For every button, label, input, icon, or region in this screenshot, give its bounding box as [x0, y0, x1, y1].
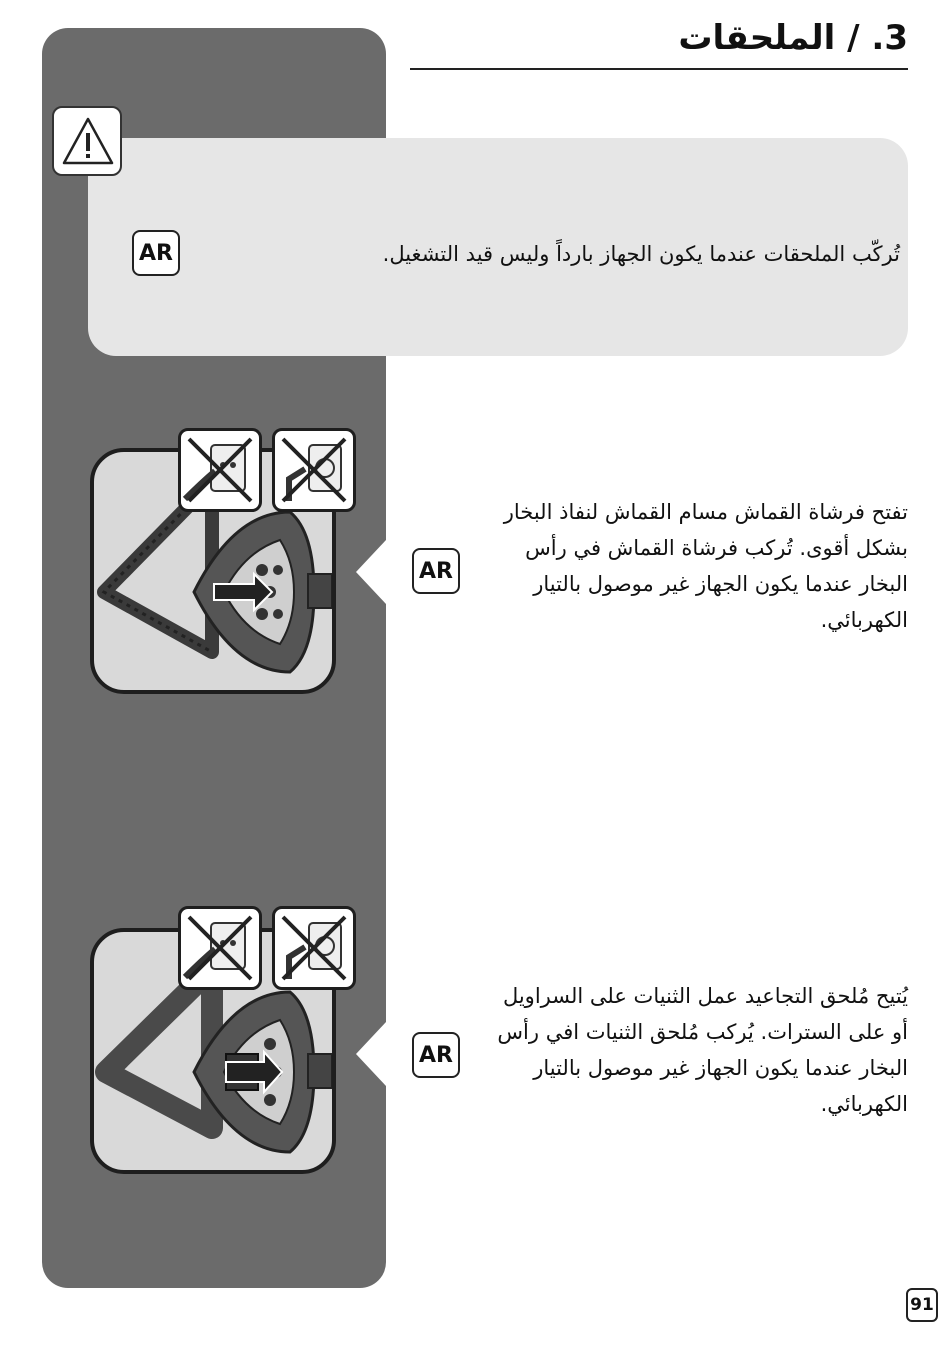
language-badge: AR	[412, 548, 460, 594]
warning-text: تُركّب الملحقات عندما يكون الجهاز بارداً وليس قيد التشغيل.	[382, 242, 900, 266]
no-plugged-socket-icon	[178, 428, 262, 512]
section-text	[448, 494, 908, 638]
page-number: 91	[906, 1288, 938, 1322]
language-badge: AR	[412, 1032, 460, 1078]
section-text	[448, 978, 908, 1122]
text-line: يُتيح مُلحق التجاعيد عمل الثنيات على السراويل	[502, 984, 908, 1008]
no-plugged-socket-icon	[272, 428, 356, 512]
language-badge: AR	[132, 230, 180, 276]
no-plugged-socket-icon	[178, 906, 262, 990]
title-underline	[410, 68, 908, 70]
pointer-notch	[356, 1022, 386, 1086]
text-line: الكهربائي.	[820, 1092, 908, 1116]
text-line: تفتح فرشاة القماش مسام القماش لنفاذ البخار	[503, 500, 908, 524]
text-line: الكهربائي.	[820, 608, 908, 632]
no-plugged-socket-icon	[272, 906, 356, 990]
pointer-notch	[356, 540, 386, 604]
warning-triangle-icon	[52, 106, 122, 176]
text-line: البخار عندما يكون الجهاز غير موصول بالتيار	[533, 1056, 908, 1080]
text-line: البخار عندما يكون الجهاز غير موصول بالتيار	[533, 572, 908, 596]
page-title: 3. / الملحقات	[678, 18, 908, 58]
text-line: أو على السترات. يُركب مُلحق الثنيات افي رأس	[497, 1020, 908, 1044]
text-line: بشكل أقوى. تُركب فرشاة القماش في رأس	[525, 536, 908, 560]
